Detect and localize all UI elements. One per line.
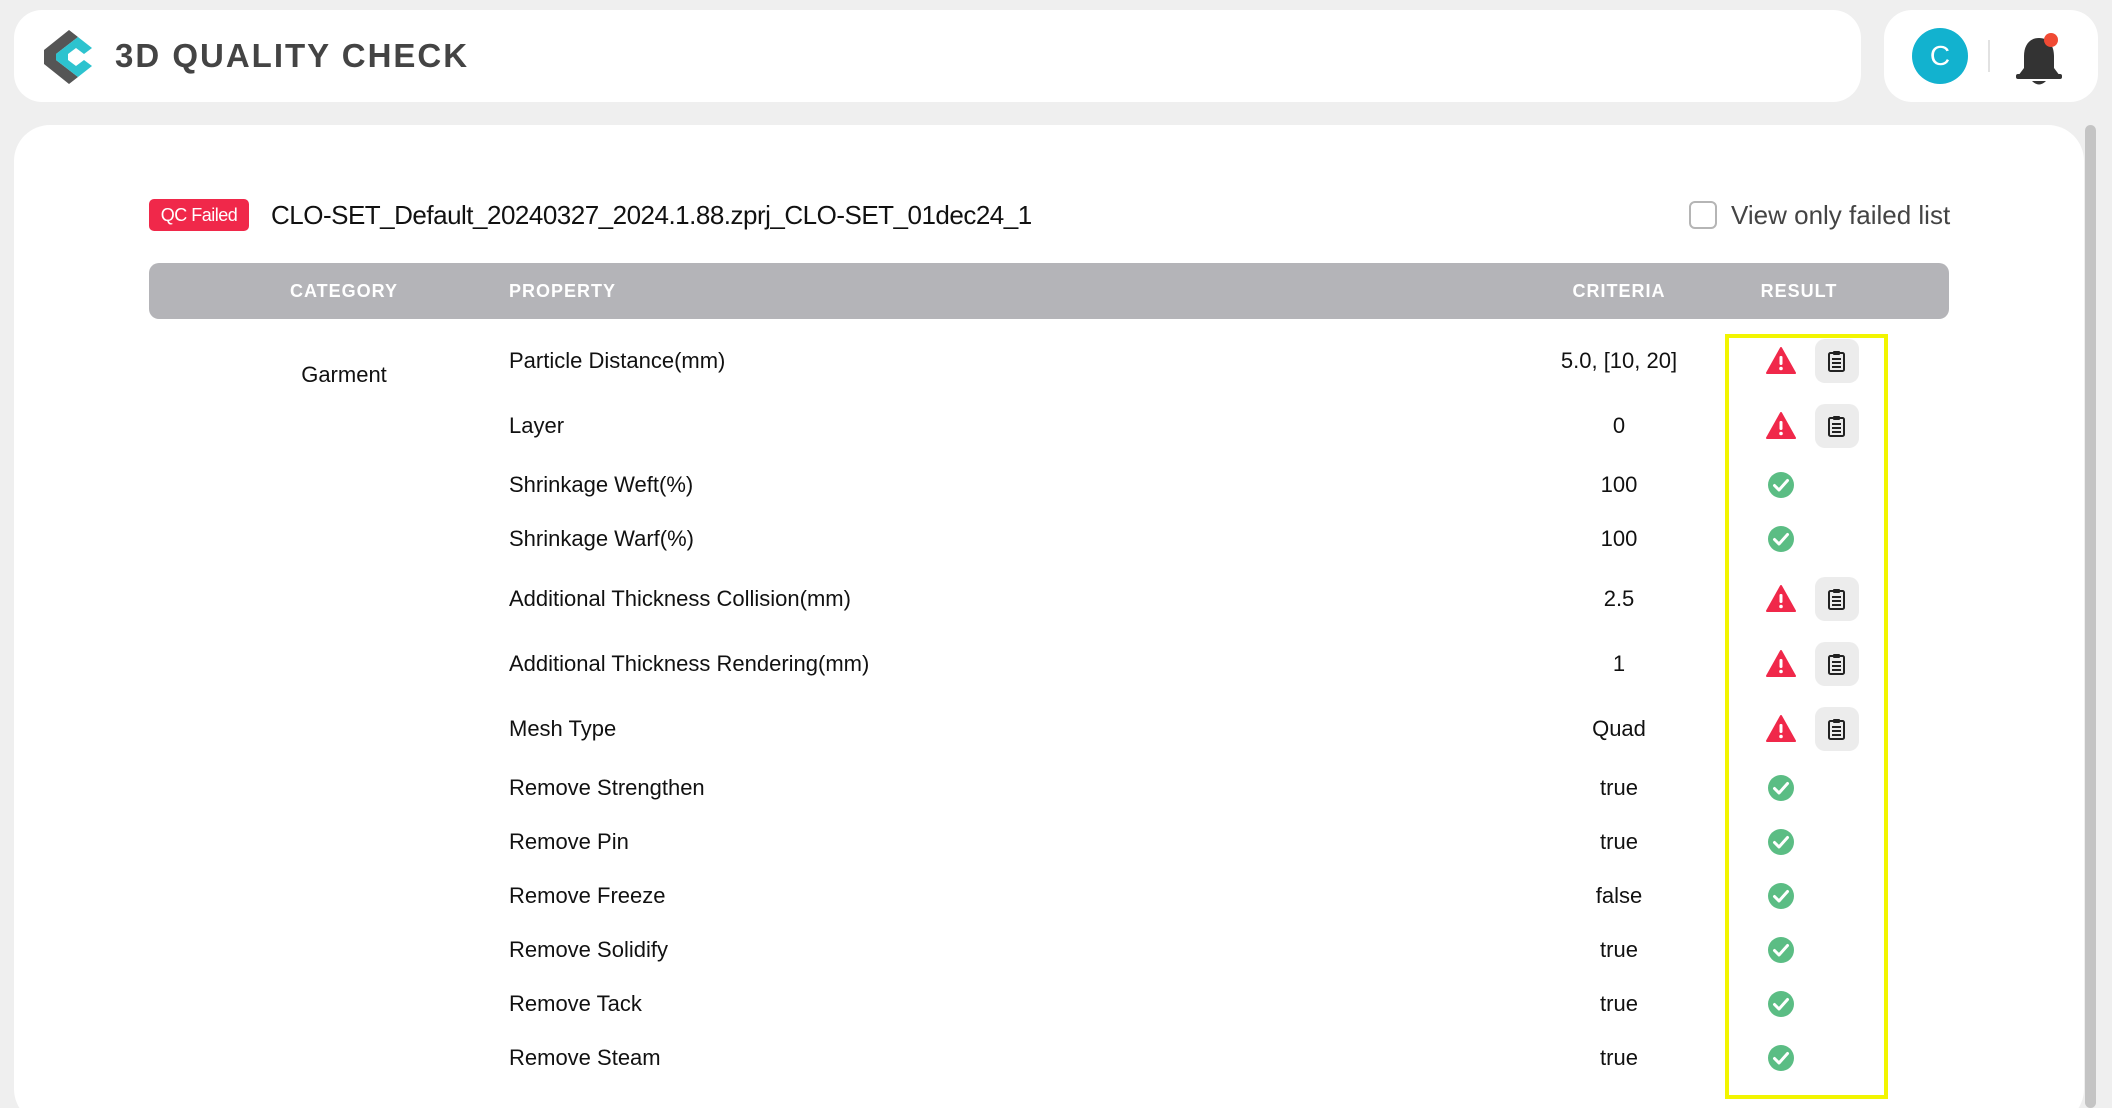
category-cell: Garment (301, 362, 387, 387)
property-cell: Remove Steam (509, 1045, 661, 1070)
criteria-cell: 0 (1612, 412, 1626, 438)
table-row (149, 815, 1949, 869)
column-result: RESULT (1760, 280, 1838, 301)
criteria-cell: true (1600, 775, 1638, 800)
property-cell: Layer (509, 412, 565, 438)
report-clipboard-icon (1825, 652, 1849, 676)
report-clipboard-icon (1825, 717, 1849, 741)
notification-dot (2044, 33, 2058, 47)
avatar[interactable]: C (1912, 28, 1968, 84)
view-report-button[interactable] (1815, 642, 1859, 686)
table-row (149, 393, 1949, 458)
scroll-thumb[interactable] (2085, 125, 2096, 1108)
warning-triangle-icon (1766, 649, 1796, 679)
property-cell: Particle Distance(mm) (509, 347, 726, 373)
app-title: 3D QUALITY CHECK (115, 37, 470, 74)
table-row (149, 512, 1949, 566)
qc-status-badge: QC Failed (149, 199, 249, 231)
criteria-cell: false (1595, 883, 1643, 908)
property-cell: Additional Thickness Rendering(mm) (509, 650, 870, 676)
view-report-button[interactable] (1815, 707, 1859, 751)
property-cell: Shrinkage Weft(%) (509, 472, 694, 497)
property-cell: Remove Freeze (509, 883, 666, 908)
warning-triangle-icon (1766, 584, 1796, 614)
property-cell: Shrinkage Warf(%) (509, 526, 695, 551)
view-failed-label: View only failed list (1731, 199, 1951, 230)
view-failed-checkbox[interactable] (1689, 201, 1717, 229)
column-criteria: CRITERIA (1572, 280, 1666, 301)
view-report-button[interactable] (1815, 404, 1859, 448)
table-row (149, 1031, 1949, 1085)
warning-triangle-icon (1766, 714, 1796, 744)
table-row (149, 631, 1949, 696)
property-cell: Remove Pin (509, 829, 629, 854)
property-cell: Mesh Type (509, 715, 617, 741)
report-clipboard-icon (1825, 414, 1849, 438)
clo-logo-icon[interactable] (40, 28, 98, 86)
file-name: CLO-SET_Default_20240327_2024.1.88.zprj_CLO-SET_01dec24_1 (271, 199, 1032, 230)
table-row (149, 869, 1949, 923)
property-cell: Remove Solidify (509, 937, 668, 962)
warning-triangle-icon (1766, 346, 1796, 376)
criteria-cell: 5.0, [10, 20] (1560, 347, 1678, 373)
warning-triangle-icon (1766, 411, 1796, 441)
criteria-cell: 2.5 (1603, 585, 1635, 611)
check-circle-icon (1766, 881, 1796, 911)
criteria-cell: true (1600, 937, 1638, 962)
view-failed-filter[interactable] (1689, 196, 1950, 234)
column-property: PROPERTY (509, 280, 617, 301)
check-circle-icon (1766, 1043, 1796, 1073)
column-category: CATEGORY (289, 280, 398, 301)
table-row (149, 977, 1949, 1031)
property-cell: Additional Thickness Collision(mm) (509, 585, 851, 611)
check-circle-icon (1766, 989, 1796, 1019)
report-clipboard-icon (1825, 587, 1849, 611)
table-row (149, 328, 1949, 393)
scrollbar[interactable] (2085, 125, 2096, 1108)
bell-icon[interactable] (2012, 30, 2066, 90)
criteria-cell: true (1600, 829, 1638, 854)
header-divider (1988, 40, 1990, 72)
app-header (14, 10, 1861, 102)
property-cell: Remove Strengthen (509, 775, 705, 800)
report-clipboard-icon (1825, 349, 1849, 373)
criteria-cell: true (1600, 1045, 1638, 1070)
user-header (1884, 10, 2098, 102)
view-report-button[interactable] (1815, 339, 1859, 383)
criteria-cell: 100 (1600, 472, 1638, 497)
table-row (149, 458, 1949, 512)
criteria-cell: true (1600, 991, 1638, 1016)
check-circle-icon (1766, 470, 1796, 500)
check-circle-icon (1766, 524, 1796, 554)
table-row (149, 923, 1949, 977)
criteria-cell: 100 (1600, 526, 1638, 551)
check-circle-icon (1766, 773, 1796, 803)
property-cell: Remove Tack (509, 991, 642, 1016)
view-report-button[interactable] (1815, 577, 1859, 621)
check-circle-icon (1766, 827, 1796, 857)
table-row (149, 761, 1949, 815)
check-circle-icon (1766, 935, 1796, 965)
table-header (149, 263, 1949, 319)
criteria-cell: Quad (1592, 715, 1646, 741)
table-row (149, 696, 1949, 761)
table-row (149, 566, 1949, 631)
criteria-cell: 1 (1612, 650, 1626, 676)
